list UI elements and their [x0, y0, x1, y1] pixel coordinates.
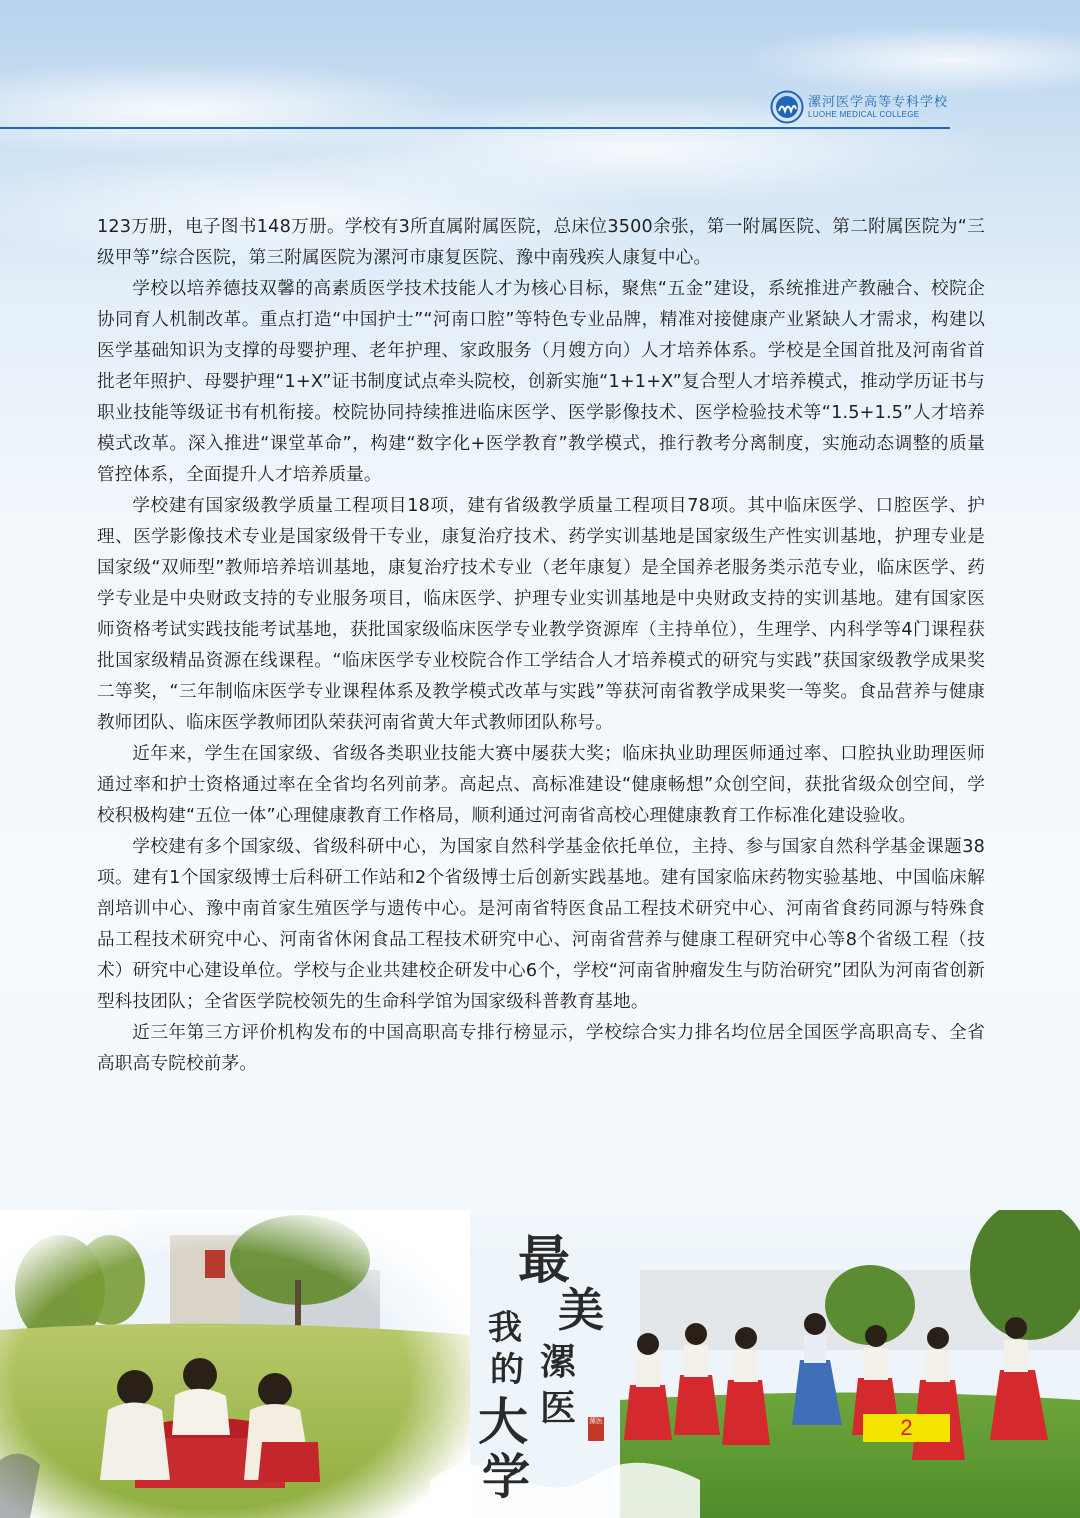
calligraphy-char: 漯: [540, 1341, 577, 1383]
calligraphy-char: 美: [558, 1283, 604, 1337]
college-emblem-icon: [770, 90, 804, 124]
header-divider: [0, 127, 950, 129]
page-number: 2: [863, 1414, 950, 1442]
paragraph-5: 学校建有多个国家级、省级科研中心，为国家自然科学基金依托单位，主持、参与国家自然科学基金课题38项。建有1个国家级博士后科研工作站和2个省级博士后创新实践基地。建有国家临床药物实验基地、中国临床解剖培训中心、豫中南首家生殖医学与遗传中心。是河南省特医食品工程技术研究中心、河南省食药同源与特殊食品工程技术研究中心、河南省休闲食品工程技术研究中心、河南省营养与健康工程研究中心等8个省级工程（技术）研究中心建设单位。学校与企业共建校企研发中心6个，学校“河南省肿瘤发生与防治研究”团队为河南省创新型科技团队；全省医学院校领先的生命科学馆为国家级科普教育基地。: [97, 837, 985, 1012]
calligraphy-char: 大: [478, 1392, 528, 1451]
calligraphy-char: 的: [490, 1350, 524, 1390]
left-campus-scene: [0, 1210, 470, 1518]
paragraph-6: 近三年第三方评价机构发布的中国高职高专排行榜显示，学校综合实力排名均位居全国医学高职高专、全省高职高专院校前茅。: [97, 1023, 985, 1074]
article-body: [97, 212, 985, 1080]
college-name-en: LUOHE MEDICAL COLLEGE: [808, 110, 920, 119]
calligraphy-slogan: [470, 1210, 630, 1510]
college-logo: [770, 90, 970, 126]
calligraphy-char: 学: [482, 1449, 531, 1505]
paragraph-1: 123万册，电子图书148万册。学校有3所直属附属医院，总床位3500余张，第一附属医院、第二附属医院为“三级甲等”综合医院，第三附属医院为漯河市康复医院、豫中南残疾人康复中心。: [97, 217, 985, 268]
calligraphy-char: 我: [488, 1308, 522, 1348]
paragraph-3: 学校建有国家级教学质量工程项目18项，建有省级教学质量工程项目78项。其中临床医学、口腔医学、护理、医学影像技术专业是国家级骨干专业，康复治疗技术、药学实训基地是国家级生产性实训基地，护理专业是国家级“双师型”教师培养培训基地，康复治疗技术专业（老年康复）是全国养老服务类示范专业，临床医学、药学专业是中央财政支持的专业服务项目，临床医学、护理专业实训基地是中央财政支持的实训基地。建有国家医师资格考试实践技能考试基地，获批国家级临床医学专业教学资源库（主持单位），生理学、内科学等4门课程获批国家级精品资源在线课程。“临床医学专业校院合作工学结合人才培养模式的研究与实践”获国家级教学成果奖二等奖，“三年制临床医学专业课程体系及教学模式改革与实践”等获河南省教学成果奖一等奖。食品营养与健康教师团队、临床医学教师团队荣获河南省黄大年式教师团队称号。: [97, 496, 985, 733]
red-seal-stamp: 漯医: [588, 1417, 604, 1441]
calligraphy-char: 最: [518, 1230, 571, 1291]
paragraph-4: 近年来，学生在国家级、省级各类职业技能大赛中屡获大奖；临床执业助理医师通过率、口腔执业助理医师通过率和护士资格通过率在全省均名列前茅。高起点、高标准建设“健康畅想”众创空间，获批省级众创空间，学校积极构建“五位一体”心理健康教育工作格局，顺利通过河南省高校心理健康教育工作标准化建设验收。: [97, 744, 986, 826]
right-dancers-scene: [620, 1210, 1080, 1518]
paragraph-2: 学校以培养德技双馨的高素质医学技术技能人才为核心目标，聚焦“五金”建设，系统推进产教融合、校院企协同育人机制改革。重点打造“中国护士”“河南口腔”等特色专业品牌，精准对接健康产业紧缺人才需求，构建以医学基础知识为支撑的母婴护理、老年护理、家政服务（月嫂方向）人才培养体系。学校是全国首批及河南省首批老年照护、母婴护理“1+X”证书制度试点牵头院校，创新实施“1+1+X”复合型人才培养模式，推动学历证书与职业技能等级证书有机衔接。校院协同持续推进临床医学、医学影像技术、医学检验技术等“1.5+1.5”人才培养模式改革。深入推进“课堂革命”，构建“数字化+医学教育”教学模式，推行教考分离制度，实施动态调整的质量管控体系，全面提升人才培养质量。: [97, 279, 985, 485]
college-name-cn: 漯河医学高等专科学校: [808, 95, 949, 110]
calligraphy-char: 医: [540, 1387, 577, 1429]
